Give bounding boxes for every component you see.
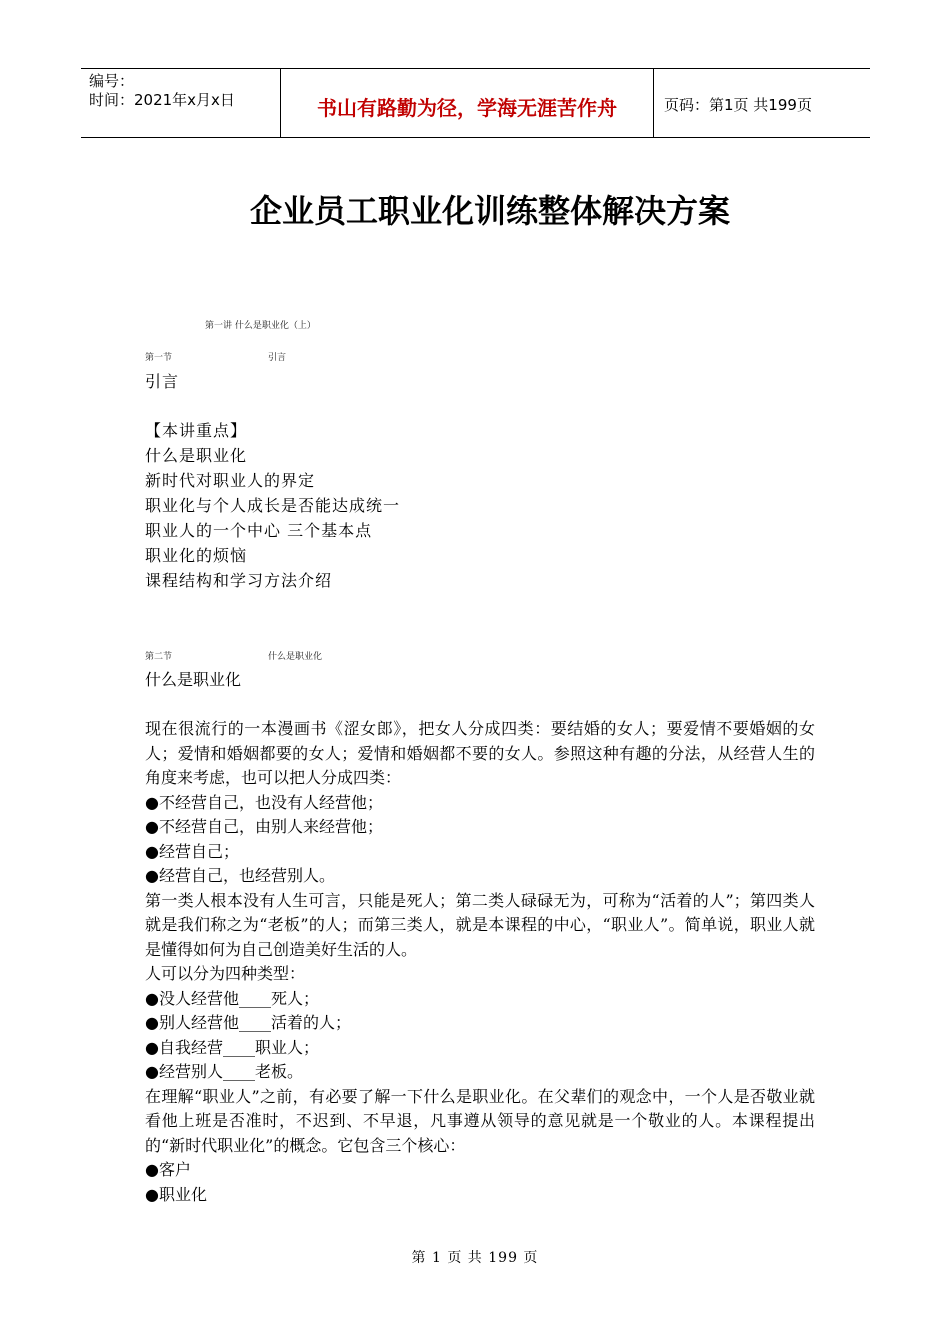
bullet-item: ●别人经营他____活着的人； [145,1013,351,1032]
document-number-label: 编号： [89,72,135,90]
bullet-item: ●职业化 [145,1184,207,1204]
bullet-item: ●自我经营____职业人； [145,1037,319,1057]
section2-name: 什么是职业化 [268,652,323,662]
section2-number: 第二节 [145,652,173,662]
header-meta [81,69,281,137]
bullet-item: ●经营自己； [145,841,239,861]
header-motto: 书山有路勤为径，学海无涯苦作舟 [281,69,654,137]
section2-heading: 什么是职业化 [145,670,242,689]
section1-name: 引言 [268,353,287,363]
header-page-code: 页码：第1页 共199页 [664,95,812,114]
body-paragraph: 在理解“职业人”之前，有必要了解一下什么是职业化。在父辈们的观念中，一个人是否敬业就看他上班是否准时，不迟到、不早退，凡事遵从领导的意见就是一个敬业的人。本课程提出的“新时代职业化”的概念。它包含三个核心： [145,1086,815,1155]
section2-body [145,717,815,1207]
body-paragraph: 第一类人根本没有人生可言，只能是死人；第二类人碌碌无为，可称为“活着的人”；第四类人就是我们称之为“老板”的人；而第三类人，就是本课程的中心，“职业人”。简单说，职业人就是懂得如何为自己创造美好生活的人。 [145,890,815,959]
section1-number: 第一节 [145,353,173,363]
focus-item: 职业化的烦恼 [145,546,248,565]
focus-item: 职业化与个人成长是否能达成统一 [145,496,401,515]
document-time-label: 时间：2021年x月x日 [89,91,235,109]
focus-item: 新时代对职业人的界定 [145,471,316,490]
document-title: 企业员工职业化训练整体解决方案 [249,192,730,230]
focus-list [145,418,400,593]
focus-item: 职业人的一个中心 三个基本点 [145,521,373,540]
bullet-item: ●没人经营他____死人； [145,988,319,1008]
page-footer: 第 1 页 共 199 页 [411,1250,539,1266]
bullet-item: ●不经营自己，也没有人经营他； [145,792,383,812]
bullet-item: ●经营别人____老板。 [145,1062,303,1081]
lecture-title: 第一讲 什么是职业化（上） [205,321,316,331]
bullet-item: ●客户 [145,1160,191,1179]
focus-item: 课程结构和学习方法介绍 [145,571,333,590]
bullet-item: ●经营自己，也经营别人。 [145,866,335,885]
focus-item: 什么是职业化 [145,446,248,465]
body-paragraph: 现在很流行的一本漫画书《涩女郎》，把女人分成四类：要结婚的女人；要爱情不要婚姻的女人；爱情和婚姻都要的女人；爱情和婚姻都不要的女人。参照这种有趣的分法，从经营人生的角度来考虑，也可以把人分成四类： [145,719,815,787]
focus-heading: 【本讲重点】 [145,421,248,440]
page-header [81,68,870,138]
bullet-item: ●不经营自己，由别人来经营他； [145,817,383,836]
body-paragraph: 人可以分为四种类型： [145,964,306,983]
section1-heading: 引言 [145,372,180,391]
